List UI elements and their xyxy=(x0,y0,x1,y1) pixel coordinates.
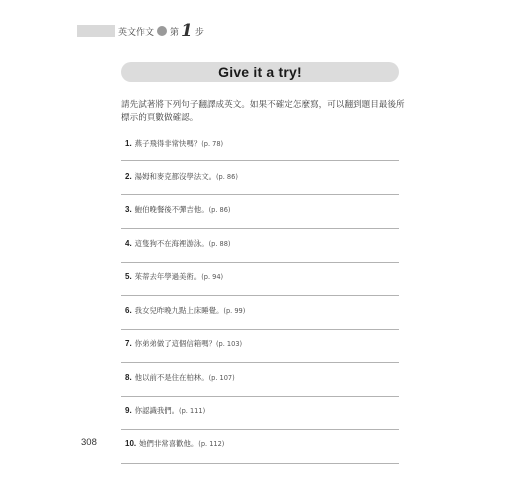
step-suffix: 步 xyxy=(194,27,204,38)
instructions-text: 請先試著將下列句子翻譯成英文。如果不確定怎麼寫，可以翻到題目最後所標示的頁數做確認。 xyxy=(121,100,405,123)
page-reference: (p. 86) xyxy=(208,206,231,214)
banner-title: Give it a try! xyxy=(218,64,302,80)
step-number: 1 xyxy=(181,20,193,41)
exercise-number: 7. xyxy=(125,339,132,348)
section-banner xyxy=(121,62,399,82)
exercise-item xyxy=(125,338,242,349)
answer-line xyxy=(121,463,399,464)
answer-line xyxy=(121,194,399,195)
exercise-number: 6. xyxy=(125,306,132,315)
exercise-item xyxy=(125,204,231,215)
page-reference: (p. 111) xyxy=(179,407,206,415)
exercise-text: 這隻狗不在海裡游泳。 xyxy=(134,239,209,248)
page-reference: (p. 88) xyxy=(208,240,231,248)
exercise-number: 9. xyxy=(125,406,132,415)
exercise-item xyxy=(125,438,224,449)
exercise-number: 10. xyxy=(125,439,137,448)
step-prefix: 第 xyxy=(170,27,180,38)
answer-line xyxy=(121,429,399,430)
exercise-text: 你認識我們。 xyxy=(134,406,180,415)
exercise-text: 湯姆和麥克都沒學法文。 xyxy=(134,172,216,181)
exercise-item xyxy=(125,271,223,282)
exercise-number: 1. xyxy=(125,139,132,148)
exercise-item xyxy=(125,138,223,149)
answer-line xyxy=(121,160,399,161)
page-reference: (p. 78) xyxy=(201,140,224,148)
answer-line xyxy=(121,396,399,397)
page-reference: (p. 112) xyxy=(198,440,225,448)
answer-line xyxy=(121,362,399,363)
exercise-text: 茱蒂去年學過美術。 xyxy=(134,272,202,281)
page-reference: (p. 94) xyxy=(201,273,224,281)
page-reference: (p. 99) xyxy=(223,307,246,315)
page-reference: (p. 86) xyxy=(215,173,238,181)
answer-line xyxy=(121,262,399,263)
exercise-number: 8. xyxy=(125,373,132,382)
exercise-number: 3. xyxy=(125,205,132,214)
exercise-text: 你弟弟做了這個信箱嗎？ xyxy=(134,339,216,348)
circle-bullet-icon xyxy=(157,26,167,36)
exercise-item xyxy=(125,372,235,383)
exercise-item xyxy=(125,238,231,249)
exercise-text: 燕子飛得非常快嗎？ xyxy=(134,139,202,148)
exercise-text: 鮑伯晚餐後不彈吉他。 xyxy=(134,205,209,214)
exercise-text: 他以前不是住在柏林。 xyxy=(134,373,209,382)
chapter-header xyxy=(118,22,204,40)
exercise-item xyxy=(125,305,245,316)
answer-line xyxy=(121,329,399,330)
exercise-number: 2. xyxy=(125,172,132,181)
exercise-number: 5. xyxy=(125,272,132,281)
exercise-number: 4. xyxy=(125,239,132,248)
page-reference: (p. 107) xyxy=(208,374,235,382)
header-gray-bar xyxy=(77,25,115,37)
exercise-item xyxy=(125,171,238,182)
exercise-text: 我女兒昨晚九點上床睡覺。 xyxy=(134,306,224,315)
exercise-text: 她們非常喜歡他。 xyxy=(139,439,199,448)
exercise-item xyxy=(125,405,205,416)
answer-line xyxy=(121,228,399,229)
answer-line xyxy=(121,295,399,296)
page-number: 308 xyxy=(81,437,97,448)
section-label: 英文作文 xyxy=(118,27,155,38)
page-reference: (p. 103) xyxy=(215,340,243,348)
